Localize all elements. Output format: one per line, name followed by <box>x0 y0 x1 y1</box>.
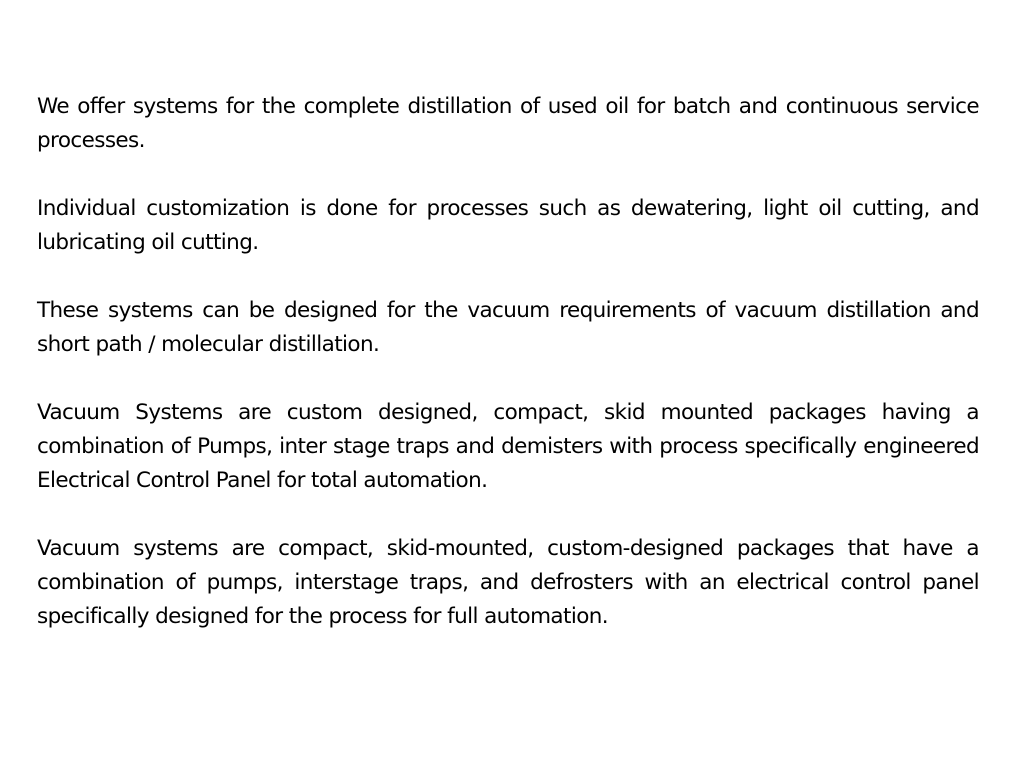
paragraph-customization: Individual customization is done for processes such as dewatering, light oil cutting, and lubricating oil cutting. <box>37 196 979 255</box>
paragraph-vacuum-systems-packages: Vacuum Systems are custom designed, compact, skid mounted packages having a combination of Pumps, inter stage traps and demisters with process specifically engineered Electrical Control Panel for total automation. <box>37 400 979 493</box>
paragraph-vacuum-systems-automation: Vacuum systems are compact, skid-mounted, custom-designed packages that have a combination of pumps, interstage traps, and defrosters with an electrical control panel specifically designed for the process for full automation. <box>37 536 979 629</box>
paragraph-distillation-systems: We offer systems for the complete distillation of used oil for batch and continuous service processes. <box>37 94 979 153</box>
slide-body <box>37 90 979 634</box>
paragraph-vacuum-requirements: These systems can be designed for the vacuum requirements of vacuum distillation and short path / molecular distillation. <box>37 298 979 357</box>
